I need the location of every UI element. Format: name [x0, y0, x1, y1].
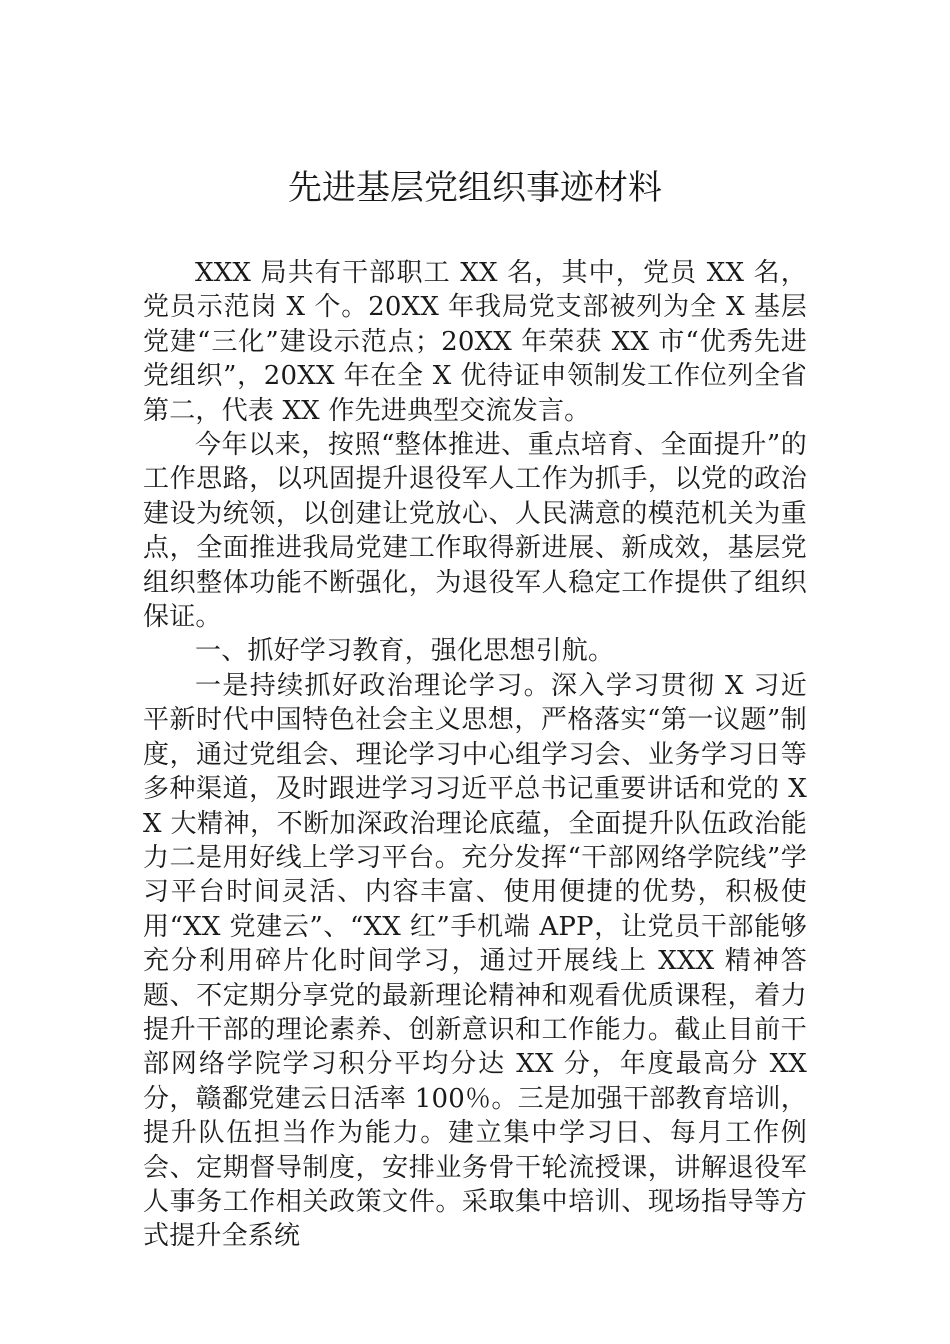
- paragraph-overview: 今年以来，按照“整体推进、重点培育、全面提升”的工作思路，以巩固提升退役军人工作为抓手，以党的政治建设为统领，以创建让党放心、人民满意的模范机关为重点，全面推进我局党建工作取得新进展、新成效，基层党组织整体功能不断强化，为退役军人稳定工作提供了组织保证。: [143, 430, 807, 633]
- document-title: 先进基层党组织事迹材料: [288, 168, 662, 208]
- document-body: [143, 256, 807, 1254]
- paragraph-section-1: 一是持续抓好政治理论学习。深入学习贯彻 X 习近平新时代中国特色社会主义思想，严格落实“第一议题”制度，通过党组会、理论学习中心组学习会、业务学习日等多种渠道，及时跟进学习习近平总书记重要讲话和党的 XX 大精神，不断加深政治理论底蕴，全面提升队伍政治能力二是用好线上学习平台。充分发挥“干部网络学院线”学习平台时间灵活、内容丰富、使用便捷的优势，积极使用“XX 党建云”、“XX 红”手机端 APP，让党员干部能够充分利用碎片化时间学习，通过开展线上 XXX 精神答题、不定期分享党的最新理论精神和观看优质课程，着力提升干部的理论素养、创新意识和工作能力。截止目前干部网络学院学习积分平均分达 XX 分，年度最高分 XX 分，赣鄱党建云日活率 100％。三是加强干部教育培训，提升队伍担当作为能力。建立集中学习日、每月工作例会、定期督导制度，安排业务骨干轮流授课，讲解退役军人事务工作相关政策文件。采取集中培训、现场指导等方式提升全系统: [143, 670, 807, 1252]
- section-heading-1: 一、抓好学习教育，强化思想引航。: [195, 636, 615, 667]
- paragraph-intro: XXX 局共有干部职工 XX 名，其中，党员 XX 名，党员示范岗 X 个。20XX 年我局党支部被列为全 X 基层党建“三化”建设示范点；20XX 年荣获 XX 市“优秀先进党组织”，20XX 年在全 X 优待证申领制发工作位列全省第二，代表 XX 作先进典型交流发言。: [143, 258, 807, 426]
